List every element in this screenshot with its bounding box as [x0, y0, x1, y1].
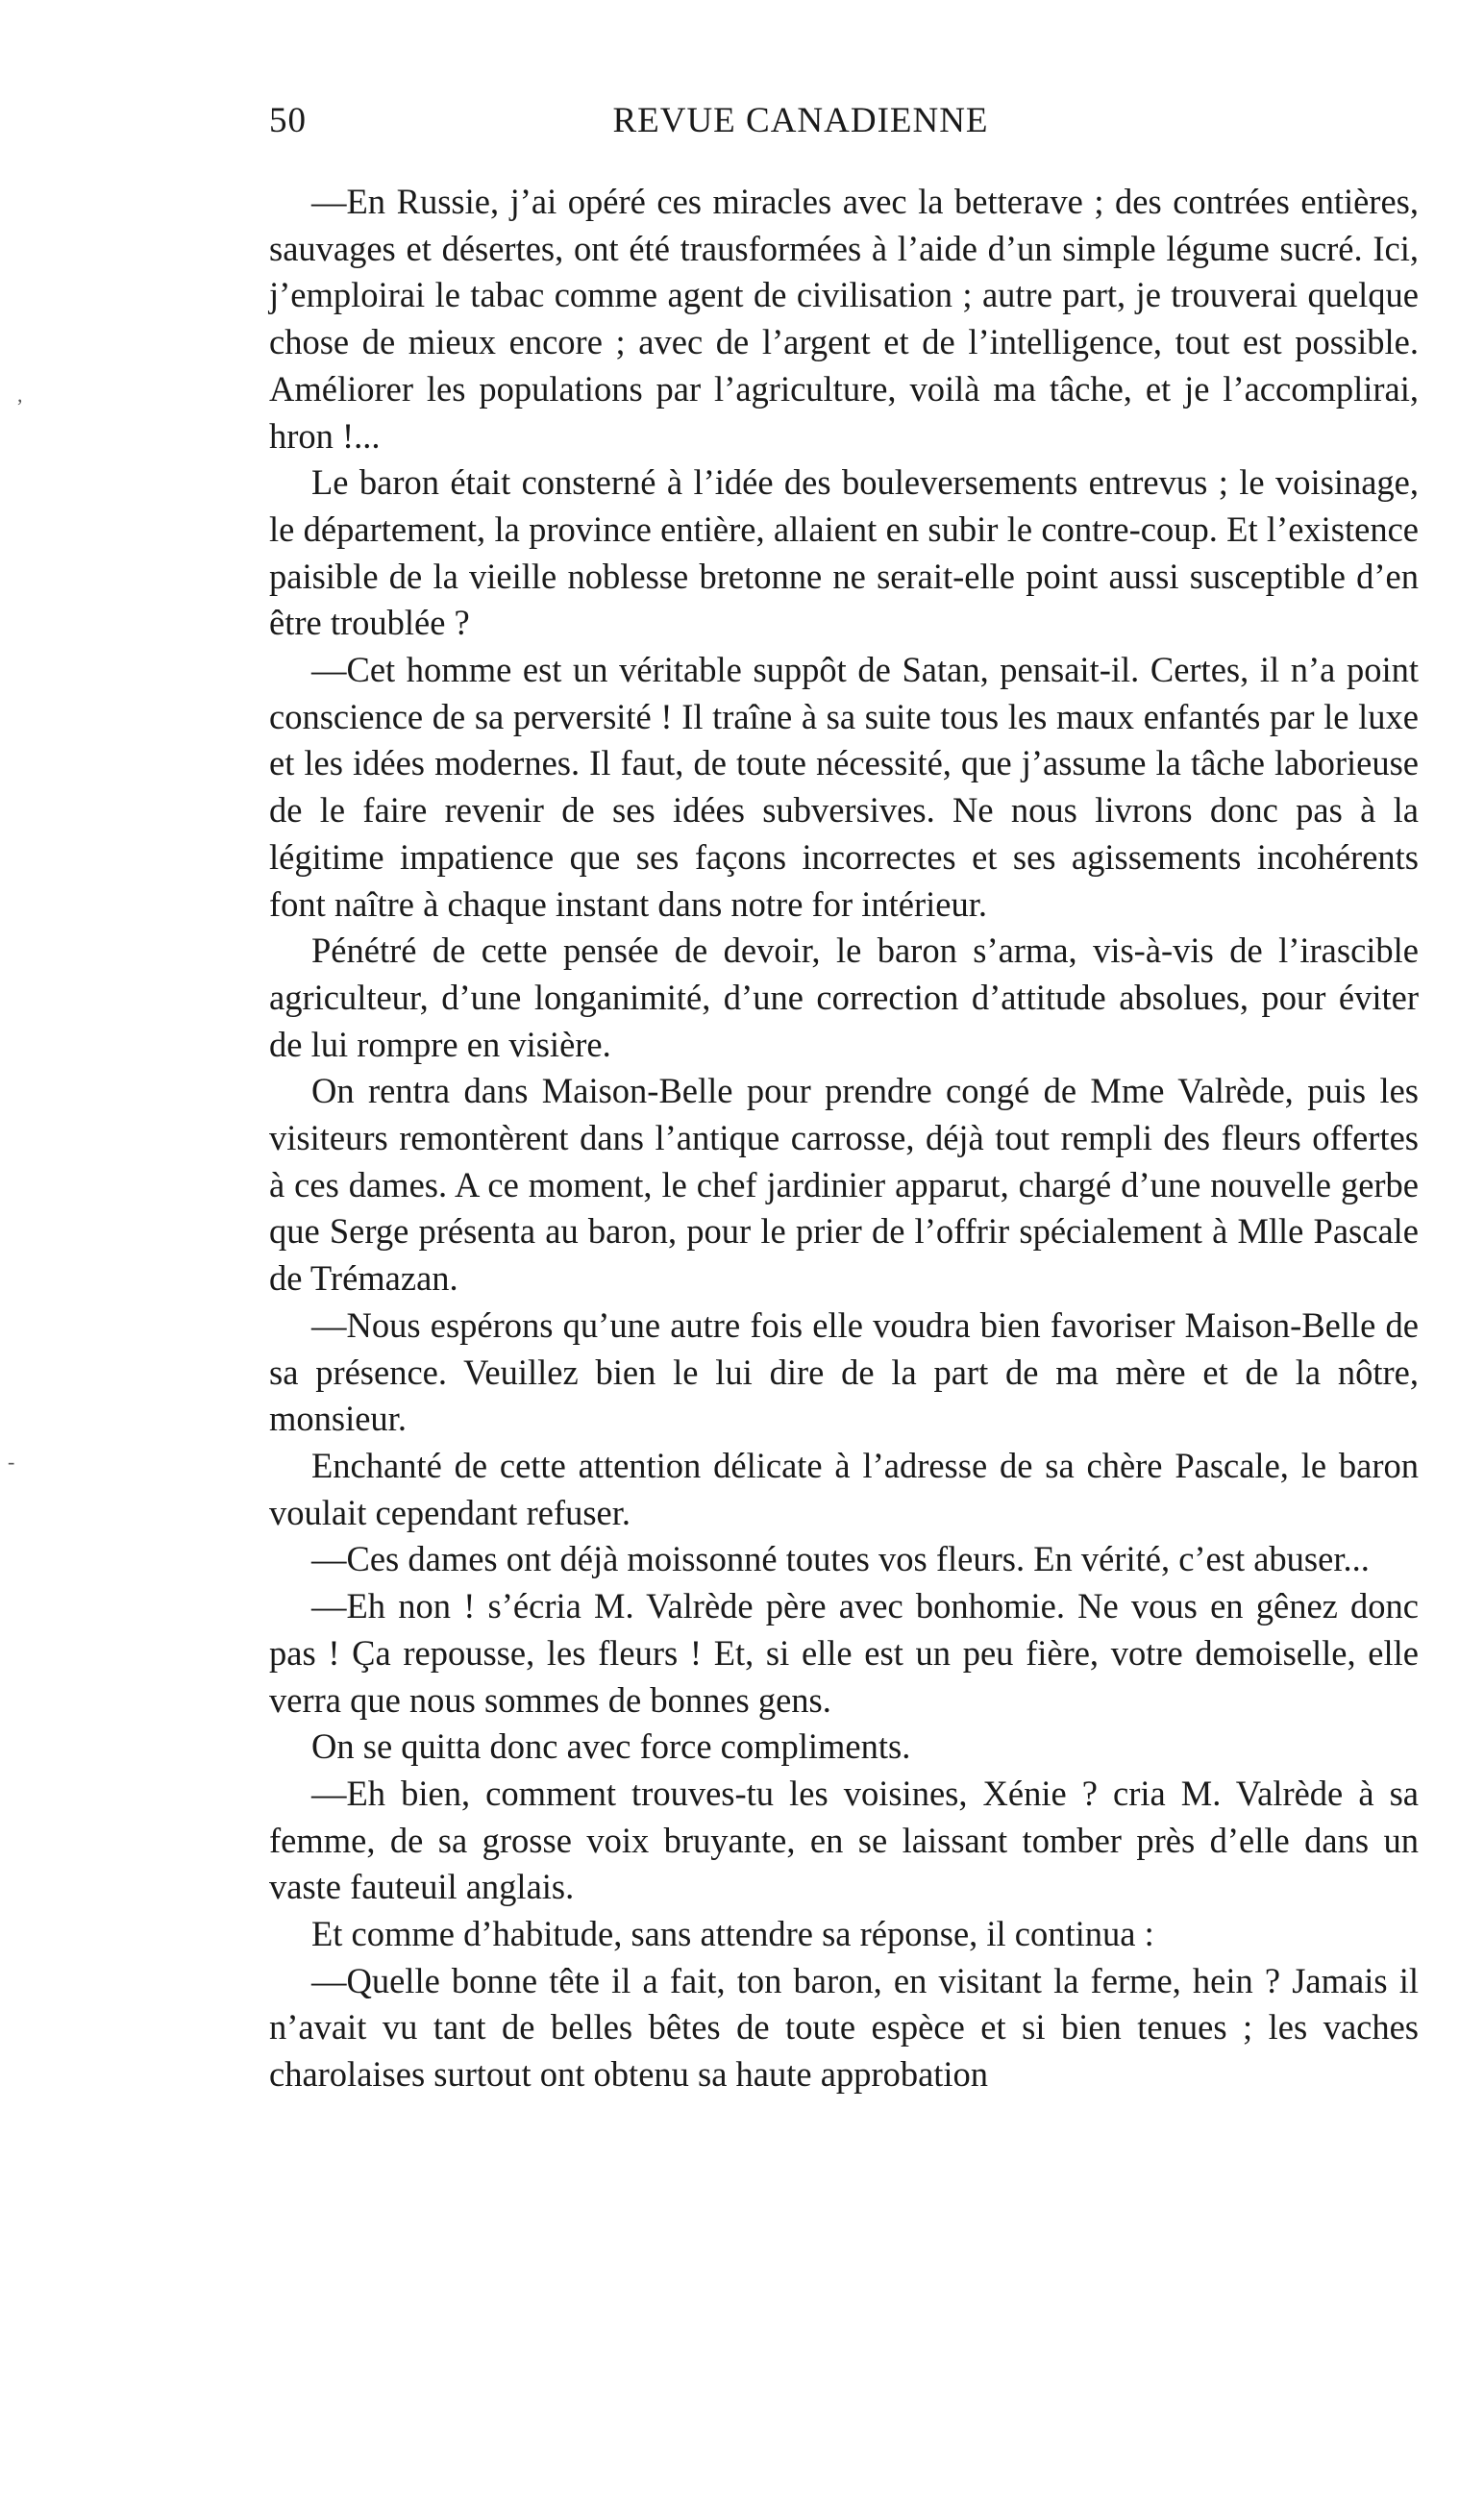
page-number: 50 [269, 101, 307, 140]
paragraph: —Ces dames ont déjà moissonné toutes vos fleurs. En vérité, c’est abuser... [311, 1539, 1370, 1579]
page-header [269, 100, 1419, 158]
body-text [269, 179, 1419, 2098]
running-title: REVUE CANADIENNE [612, 101, 989, 140]
paragraph: Le baron était consterné à l’idée des bouleversements entrevus ; le voisinage, le département, la province entière, allaient en subir le contre-coup. Et l’existence paisible de la vieille noblesse bretonne ne serait-elle point aussi susceptible d’en être troublée ? [269, 462, 1419, 643]
paragraph: On rentra dans Maison-Belle pour prendre congé de Mme Valrède, puis les visiteurs remontèrent dans l’antique carrosse, déjà tout rempli des fleurs offertes à ces dames. A ce moment, le chef jardinier apparut, chargé d’une nouvelle gerbe que Serge présenta au baron, pour le prier de l’offrir spécialement à Mlle Pascale de Trémazan. [269, 1071, 1419, 1299]
paragraph: —Eh non ! s’écria M. Valrède père avec bonhomie. Ne vous en gênez donc pas ! Ça repousse, les fleurs ! Et, si elle est un peu fière, votre demoiselle, elle verra que nous sommes de bonnes gens. [269, 1586, 1419, 1720]
paragraph: —Cet homme est un véritable suppôt de Satan, pensait-il. Certes, il n’a point conscience de sa perversité ! Il traîne à sa suite tous les maux enfantés par le luxe et les idées modernes. Il faut, de toute nécessité, que j’assume la tâche laborieuse de le faire revenir de ses idées subversives. Ne nous livrons donc pas à la légitime impatience que ses façons incorrectes et ses agissements incohérents font naître à chaque instant dans notre for intérieur. [269, 650, 1419, 924]
paragraph: —Nous espérons qu’une autre fois elle voudra bien favoriser Maison-Belle de sa présence. Veuillez bien le lui dire de la part de ma mère et de la nôtre, monsieur. [269, 1304, 1419, 1439]
paragraph: On se quitta donc avec force compliments. [311, 1726, 911, 1767]
paragraph: —Quelle bonne tête il a fait, ton baron, en visitant la ferme, hein ? Jamais il n’avait vu tant de belles bêtes de toute espèce et si bien tenues ; les vaches charolaises surtout ont obtenu sa haute approbation [269, 1960, 1419, 2095]
margin-speck: - [8, 1450, 15, 1474]
paragraph: Enchanté de cette attention délicate à l’adresse de sa chère Pascale, le baron voulait cependant refuser. [269, 1445, 1419, 1532]
paragraph: Pénétré de cette pensée de devoir, le baron s’arma, vis-à-vis de l’irascible agriculteur, d’une longanimité, d’une correction d’attitude absolues, pour éviter de lui rompre en visière. [269, 931, 1419, 1064]
paragraph: —En Russie, j’ai opéré ces miracles avec la betterave ; des contrées entières, sauvages et désertes, ont été trausformées à l’aide d’un simple légume sucré. Ici, j’emploirai le tabac comme agent de civilisation ; autre part, je trouverai quelque chose de mieux encore ; avec de l’argent et de l’intelligence, tout est possible. Améliorer les populations par l’agriculture, voilà ma tâche, et je l’accomplirai, hron !... [269, 182, 1419, 456]
paragraph: Et comme d’habitude, sans attendre sa réponse, il continua : [311, 1914, 1154, 1954]
margin-speck: , [17, 383, 23, 407]
paragraph: —Eh bien, comment trouves-tu les voisines, Xénie ? cria M. Valrède à sa femme, de sa grosse voix bruyante, en se laissant tomber près d’elle dans un vaste fauteuil anglais. [269, 1773, 1419, 1907]
